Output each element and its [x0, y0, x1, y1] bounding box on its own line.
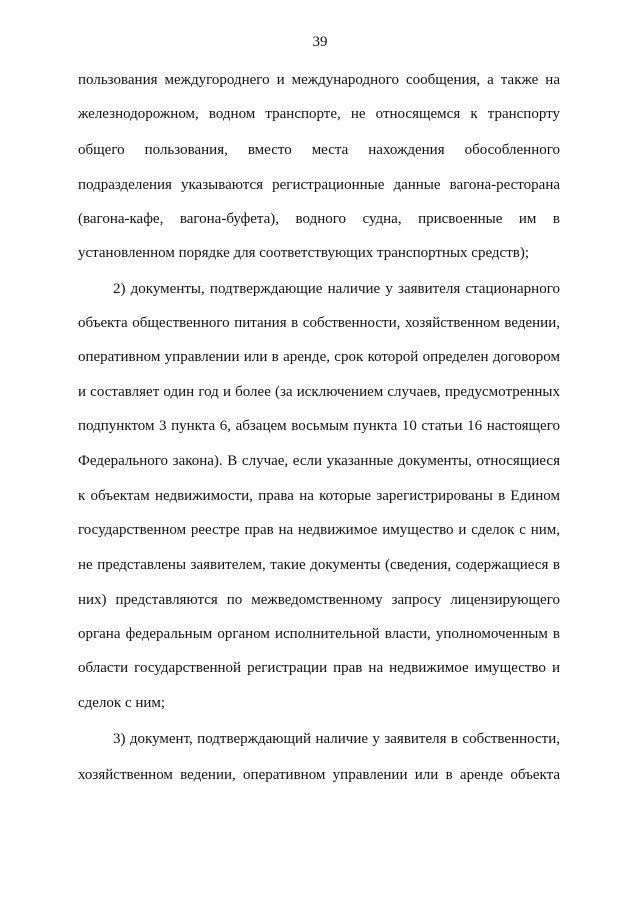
text-line: установленном порядке для соответствующих транспортных средств); [78, 245, 530, 261]
text-line: органа федеральным органом исполнительной власти, уполномоченным в [78, 626, 560, 642]
text-line: них) представляются по межведомственному запросу лицензирующего [78, 592, 560, 608]
text-line: хозяйственном ведении, оперативном управлении или в аренде объекта [78, 767, 560, 783]
text-line: подразделения указываются регистрационные данные вагона-ресторана [78, 177, 560, 193]
text-line: общего пользования, вместо места нахождения обособленного [78, 142, 560, 158]
text-line: объекта общественного питания в собственности, хозяйственном ведении, [78, 315, 560, 331]
text-line: к объектам недвижимости, права на которые зарегистрированы в Едином [78, 488, 560, 504]
text-line: (вагона-кафе, вагона-буфета), водного судна, присвоенные им в [78, 211, 560, 227]
text-line: государственном реестре прав на недвижимое имущество и сделок с ним, [78, 522, 560, 538]
text-line: подпунктом 3 пункта 6, абзацем восьмым пункта 10 статьи 16 настоящего [78, 418, 560, 434]
text-line: 3) документ, подтверждающий наличие у заявителя в собственности, [113, 731, 560, 747]
text-line: железнодорожном, водном транспорте, не относящемся к транспорту [78, 106, 560, 122]
page-number: 39 [312, 34, 328, 50]
text-line: и составляет один год и более (за исключением случаев, предусмотренных [78, 384, 560, 400]
text-line: пользования междугороднего и международного сообщения, а также на [78, 72, 560, 88]
text-line: не представлены заявителем, такие документы (сведения, содержащиеся в [78, 557, 560, 573]
text-line: Федерального закона). В случае, если указанные документы, относящиеся [78, 453, 560, 469]
text-line: области государственной регистрации прав на недвижимое имущество и [78, 660, 560, 676]
text-line: сделок с ним; [78, 695, 166, 711]
text-line: 2) документы, подтверждающие наличие у заявителя стационарного [113, 281, 560, 297]
text-line: оперативном управлении или в аренде, срок которой определен договором [78, 349, 560, 365]
